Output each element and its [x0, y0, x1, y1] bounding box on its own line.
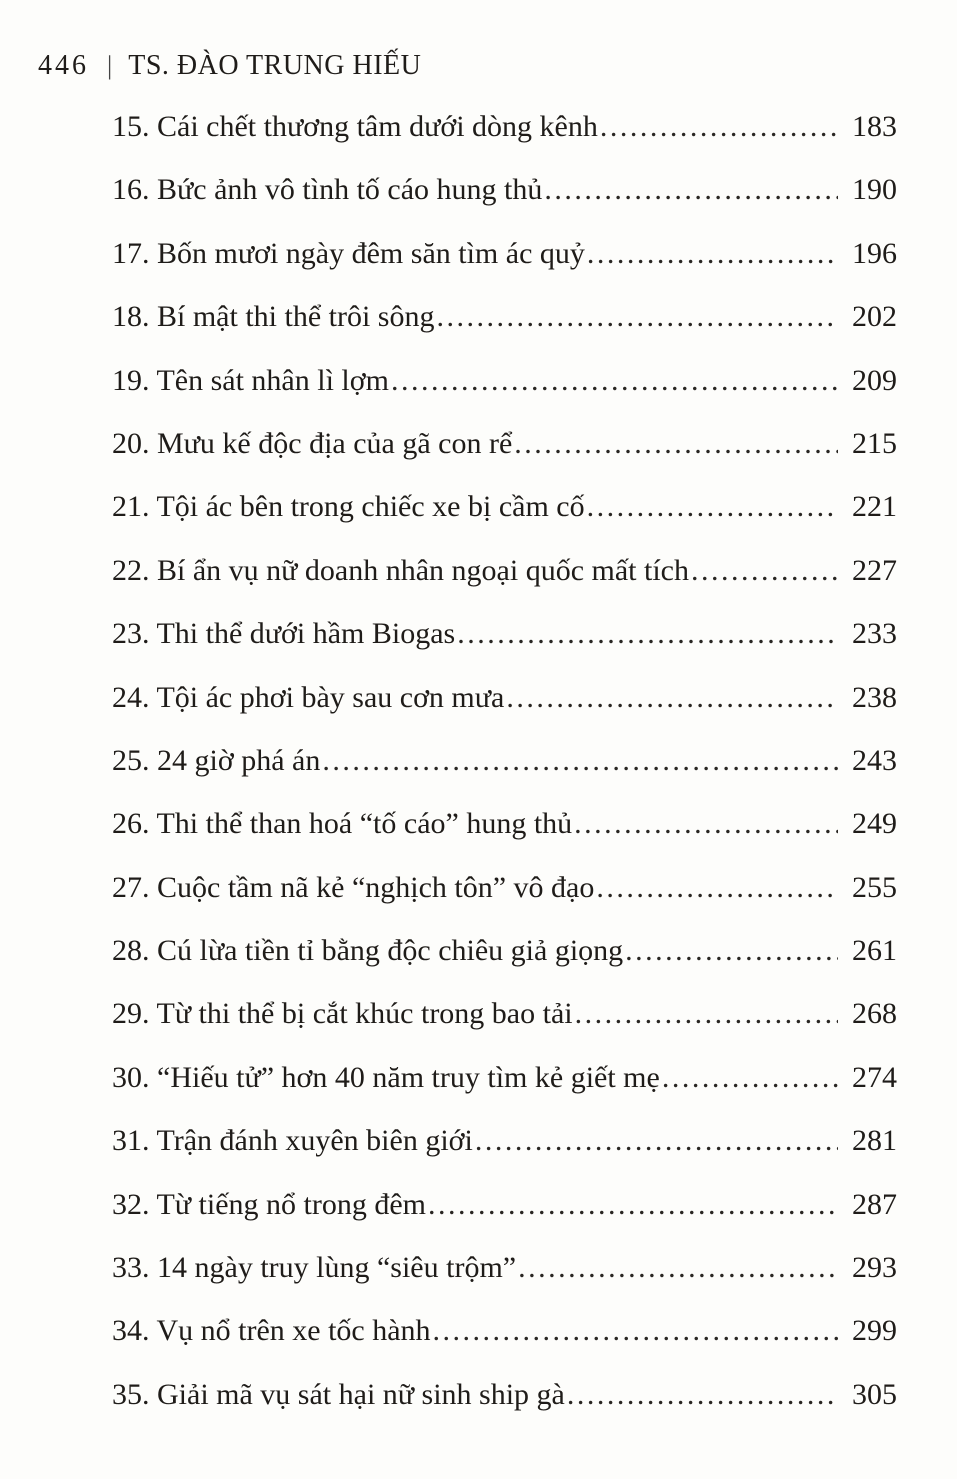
toc-entry	[112, 1251, 897, 1314]
toc-entry-title: 29. Từ thi thể bị cắt khúc trong bao tải	[112, 997, 573, 1031]
toc-entry	[112, 173, 897, 236]
toc-entry-title: 34. Vụ nổ trên xe tốc hành	[112, 1314, 431, 1348]
toc-entry	[112, 744, 897, 807]
toc-entry	[112, 1124, 897, 1187]
toc-entry-page: 202	[852, 300, 897, 334]
toc-entry-title: 30. “Hiếu tử” hơn 40 năm truy tìm kẻ giết mẹ	[112, 1060, 660, 1094]
toc-dot-leader	[600, 110, 838, 144]
toc-entry-title: 18. Bí mật thi thể trôi sông	[112, 300, 435, 334]
toc-dot-leader	[625, 934, 838, 968]
toc-entry-title: 15. Cái chết thương tâm dưới dòng kênh	[112, 110, 598, 143]
toc-entry	[112, 554, 897, 617]
toc-entry-page: 281	[852, 1124, 897, 1158]
toc-entry	[112, 807, 897, 870]
toc-entry-title: 32. Từ tiếng nổ trong đêm	[112, 1187, 427, 1221]
toc-entry-page: 215	[852, 426, 897, 460]
toc-entry-page: 261	[852, 934, 897, 968]
toc-dot-leader	[587, 490, 838, 524]
toc-entry-page: 233	[852, 617, 897, 651]
toc-entry-title: 31. Trận đánh xuyên biên giới	[112, 1124, 473, 1158]
toc-entry	[112, 1188, 897, 1251]
toc-entry-page: 287	[852, 1187, 897, 1221]
toc-dot-leader	[662, 1061, 838, 1095]
toc-entry	[112, 617, 897, 680]
toc-entry	[112, 871, 897, 934]
running-header	[38, 50, 421, 82]
toc-entry-title: 17. Bốn mươi ngày đêm săn tìm ác quỷ	[112, 236, 585, 270]
toc-entry-page: 238	[852, 680, 897, 714]
toc-dot-leader	[437, 300, 839, 334]
page-number: 446	[38, 50, 89, 81]
toc-entry-title: 20. Mưu kế độc địa của gã con rể	[112, 426, 513, 460]
toc-entry-title: 19. Tên sát nhân lì lợm	[112, 363, 389, 397]
toc-dot-leader	[596, 871, 838, 905]
toc-entry-page: 209	[852, 363, 897, 397]
toc-entry	[112, 934, 897, 997]
toc-entry	[112, 1061, 897, 1124]
toc-dot-leader	[691, 554, 838, 588]
toc-entry	[112, 364, 897, 427]
toc-entry	[112, 1378, 897, 1441]
toc-dot-leader	[457, 617, 838, 651]
toc-entry-page: 299	[852, 1314, 897, 1348]
toc-entry-page: 227	[852, 553, 897, 587]
toc-dot-leader	[567, 1378, 838, 1412]
toc-dot-leader	[575, 997, 838, 1031]
toc-dot-leader	[391, 364, 838, 398]
toc-dot-leader	[518, 1251, 838, 1285]
toc-entry-title: 25. 24 giờ phá án	[112, 743, 321, 777]
toc-entry-page: 243	[852, 743, 897, 777]
toc-entry-page: 274	[852, 1060, 897, 1094]
toc-dot-leader	[475, 1124, 838, 1158]
toc-dot-leader	[587, 237, 838, 271]
toc-entry	[112, 300, 897, 363]
toc-dot-leader	[506, 681, 838, 715]
toc-dot-leader	[428, 1188, 838, 1222]
toc-entry-page: 221	[852, 490, 897, 524]
toc-entry-page: 255	[852, 870, 897, 904]
toc-dot-leader	[322, 744, 838, 778]
toc-entry	[112, 110, 897, 173]
toc-entry	[112, 237, 897, 300]
toc-entry	[112, 681, 897, 744]
toc-entry-title: 26. Thi thể than hoá “tố cáo” hung thủ	[112, 807, 573, 841]
toc-entry-page: 268	[852, 997, 897, 1031]
toc-dot-leader	[574, 807, 838, 841]
header-separator: |	[107, 51, 113, 80]
toc-dot-leader	[433, 1314, 838, 1348]
toc-entry-title: 24. Tội ác phơi bày sau cơn mưa	[112, 680, 505, 714]
table-of-contents	[112, 110, 897, 1441]
toc-entry-title: 33. 14 ngày truy lùng “siêu trộm”	[112, 1251, 517, 1285]
toc-entry	[112, 427, 897, 490]
toc-entry-page: 190	[852, 173, 897, 207]
toc-entry	[112, 997, 897, 1060]
toc-dot-leader	[514, 427, 838, 461]
toc-entry	[112, 1314, 897, 1377]
toc-entry-title: 16. Bức ảnh vô tình tố cáo hung thủ	[112, 173, 543, 207]
toc-entry	[112, 490, 897, 553]
toc-entry-page: 293	[852, 1251, 897, 1285]
toc-entry-page: 183	[852, 110, 897, 143]
toc-entry-title: 21. Tội ác bên trong chiếc xe bị cầm cố	[112, 490, 585, 524]
toc-entry-title: 27. Cuộc tầm nã kẻ “nghịch tôn” vô đạo	[112, 870, 595, 904]
toc-entry-title: 28. Cú lừa tiền tỉ bằng độc chiêu giả giọng	[112, 934, 624, 968]
toc-entry-title: 23. Thi thể dưới hầm Biogas	[112, 617, 456, 651]
toc-dot-leader	[544, 173, 838, 207]
toc-entry-page: 249	[852, 807, 897, 841]
toc-entry-title: 22. Bí ẩn vụ nữ doanh nhân ngoại quốc mất tích	[112, 553, 689, 587]
running-head-author: TS. ĐÀO TRUNG HIẾU	[128, 50, 422, 81]
toc-entry-page: 305	[852, 1377, 897, 1411]
toc-entry-title: 35. Giải mã vụ sát hại nữ sinh ship gà	[112, 1377, 565, 1411]
toc-entry-page: 196	[852, 236, 897, 270]
